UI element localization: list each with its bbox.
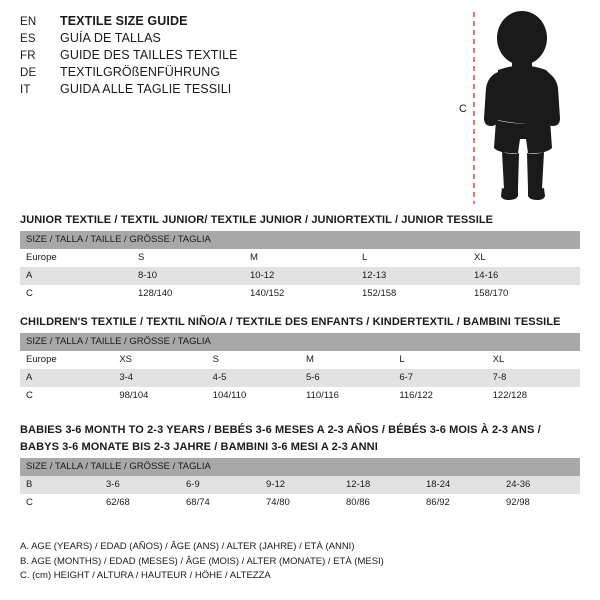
cell: 9-12 xyxy=(260,476,340,494)
section-title: BABIES 3-6 MONTH TO 2-3 YEARS / BEBÉS 3-6 MESES A 2-3 AÑOS / BÉBÉS 3-6 MOIS À 2-3 ANS / xyxy=(20,424,541,436)
cell: 24-36 xyxy=(500,476,580,494)
cell: 110/116 xyxy=(300,387,393,405)
header-row xyxy=(20,65,440,79)
cell: M xyxy=(244,249,356,267)
table-header-row xyxy=(20,458,580,476)
legend-line-c: C. (cm) HEIGHT / ALTURA / HAUTEUR / HÖHE / ALTEZZA xyxy=(20,570,271,582)
size-table-babies xyxy=(20,458,580,512)
row-label: C xyxy=(20,285,132,303)
table-row xyxy=(20,285,580,303)
table-row xyxy=(20,369,580,387)
section-title: JUNIOR TEXTILE / TEXTIL JUNIOR/ TEXTILE JUNIOR / JUNIORTEXTIL / JUNIOR TESSILE xyxy=(20,214,494,226)
cell: 6-7 xyxy=(393,369,486,387)
language-code: IT xyxy=(20,84,31,96)
cell: 12-13 xyxy=(356,267,468,285)
size-table-children xyxy=(20,333,580,405)
section-title: CHILDREN'S TEXTILE / TEXTIL NIÑO/A / TEXTILE DES ENFANTS / KINDERTEXTIL / BAMBINI TESSILE xyxy=(20,316,561,328)
cell: XS xyxy=(113,351,206,369)
cell: 8-10 xyxy=(132,267,244,285)
guide-title-fr: GUIDE DES TAILLES TEXTILE xyxy=(60,48,238,62)
guide-title-de: TEXTILGRÖßENFÜHRUNG xyxy=(60,65,221,79)
toddler-figure xyxy=(450,8,595,208)
cell: 80/86 xyxy=(340,494,420,512)
cell: 122/128 xyxy=(487,387,580,405)
cell: 158/170 xyxy=(468,285,580,303)
cell: 104/110 xyxy=(207,387,300,405)
cell: 86/92 xyxy=(420,494,500,512)
cell: 6-9 xyxy=(180,476,260,494)
cell: XL xyxy=(468,249,580,267)
toddler-silhouette-icon xyxy=(450,8,595,208)
cell: 18-24 xyxy=(420,476,500,494)
cell: 14-16 xyxy=(468,267,580,285)
table-header-row xyxy=(20,333,580,351)
cell: M xyxy=(300,351,393,369)
guide-title-it: GUIDA ALLE TAGLIE TESSILI xyxy=(60,82,232,96)
cell: L xyxy=(393,351,486,369)
legend-line-b: B. AGE (MONTHS) / EDAD (MESES) / ÂGE (MOIS) / ALTER (MONATE) / ETÀ (MESI) xyxy=(20,555,384,567)
language-code: ES xyxy=(20,33,36,45)
table-row xyxy=(20,351,580,369)
header-row xyxy=(20,82,440,96)
table-row xyxy=(20,494,580,512)
cell: XL xyxy=(487,351,580,369)
cell: L xyxy=(356,249,468,267)
guide-title-es: GUÍA DE TALLAS xyxy=(60,31,161,45)
cell: 68/74 xyxy=(180,494,260,512)
cell: 74/80 xyxy=(260,494,340,512)
section-title-line2: BABYS 3-6 MONATE BIS 2-3 JAHRE / BAMBINI 3-6 MESI A 2-3 ANNI xyxy=(20,441,378,453)
cell: 10-12 xyxy=(244,267,356,285)
cell: 12-18 xyxy=(340,476,420,494)
cell: 3-6 xyxy=(100,476,180,494)
header-row xyxy=(20,31,440,45)
row-label: C xyxy=(20,387,113,405)
size-table-junior xyxy=(20,231,580,303)
row-label: A xyxy=(20,267,132,285)
legend xyxy=(20,540,580,584)
header-row xyxy=(20,14,440,28)
table-header-label: SIZE / TALLA / TAILLE / GRÖSSE / TAGLIA xyxy=(20,231,580,249)
section-babies xyxy=(20,424,580,512)
cell: 140/152 xyxy=(244,285,356,303)
table-header-label: SIZE / TALLA / TAILLE / GRÖSSE / TAGLIA xyxy=(20,458,580,476)
header xyxy=(20,14,440,99)
language-code: DE xyxy=(20,67,37,79)
table-row xyxy=(20,249,580,267)
language-code: FR xyxy=(20,50,36,62)
row-label: Europe xyxy=(20,351,113,369)
language-code: EN xyxy=(20,16,37,28)
table-header-row xyxy=(20,231,580,249)
section-children xyxy=(20,316,580,405)
row-label: Europe xyxy=(20,249,132,267)
row-label: B xyxy=(20,476,100,494)
row-label: C xyxy=(20,494,100,512)
cell: 128/140 xyxy=(132,285,244,303)
table-row xyxy=(20,267,580,285)
table-row xyxy=(20,476,580,494)
cell: S xyxy=(132,249,244,267)
cell: S xyxy=(207,351,300,369)
cell: 152/158 xyxy=(356,285,468,303)
guide-title: TEXTILE SIZE GUIDE xyxy=(60,14,188,28)
table-row xyxy=(20,387,580,405)
cell: 5-6 xyxy=(300,369,393,387)
cell: 92/98 xyxy=(500,494,580,512)
header-row xyxy=(20,48,440,62)
figure-label: C xyxy=(459,103,467,115)
cell: 62/68 xyxy=(100,494,180,512)
legend-line-a: A. AGE (YEARS) / EDAD (AÑOS) / ÂGE (ANS) / ALTER (JAHRE) / ETÀ (ANNI) xyxy=(20,540,355,552)
cell: 3-4 xyxy=(113,369,206,387)
cell: 7-8 xyxy=(487,369,580,387)
table-header-label: SIZE / TALLA / TAILLE / GRÖSSE / TAGLIA xyxy=(20,333,580,351)
cell: 116/122 xyxy=(393,387,486,405)
section-junior xyxy=(20,214,580,303)
cell: 4-5 xyxy=(207,369,300,387)
row-label: A xyxy=(20,369,113,387)
cell: 98/104 xyxy=(113,387,206,405)
